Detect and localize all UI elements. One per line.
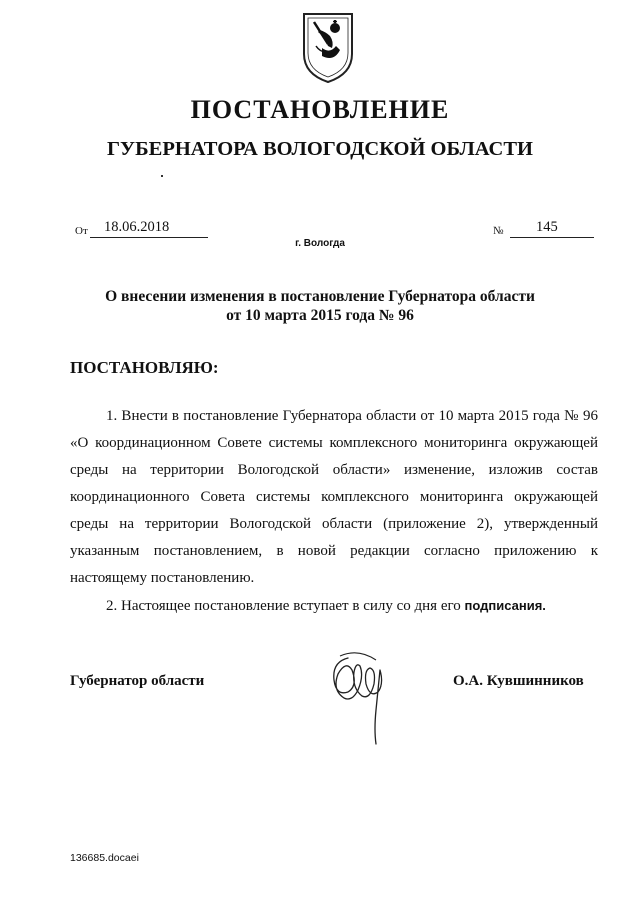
- signer-position: Губернатор области: [70, 673, 205, 689]
- document-body: [70, 403, 598, 620]
- paragraph-2-tail: подписания.: [464, 598, 546, 613]
- scan-speck: [161, 175, 163, 177]
- paragraph-1: 1. Внести в постановление Губернатора области от 10 марта 2015 года № 96 «О координационном Совете системы комплексного мониторинга окружающей среды на территории Вологодской области» изменение, изложив состав координационного Совета системы комплексного мониторинга окружающей среды на территории Вологодской области (приложение 2), утвержденный указанным постановлением, в новой редакции согласно приложению к настоящему постановлению.: [70, 408, 598, 586]
- paragraph-2-text: 2. Настоящее постановление вступает в силу со дня его: [106, 598, 465, 614]
- signer-name: О.А. Кувшинников: [453, 673, 584, 689]
- decree-word: ПОСТАНОВЛЯЮ:: [70, 358, 219, 377]
- document-number: 145: [510, 219, 594, 238]
- date-prefix: От: [75, 225, 88, 237]
- document-city: г. Вологда: [295, 238, 345, 249]
- number-prefix: №: [493, 225, 504, 237]
- heading-line-2: от 10 марта 2015 года № 96: [226, 307, 414, 324]
- handwritten-signature: [318, 640, 398, 750]
- heading-line-1: О внесении изменения в постановление Губернатора области: [105, 288, 535, 305]
- document-subtitle: ГУБЕРНАТОРА ВОЛОГОДСКОЙ ОБЛАСТИ: [107, 138, 533, 160]
- paragraph-2: [70, 592, 598, 620]
- document-date: 18.06.2018: [90, 219, 208, 238]
- coat-of-arms-icon: [298, 6, 358, 86]
- document-title: ПОСТАНОВЛЕНИЕ: [190, 95, 450, 124]
- document-heading: [0, 287, 640, 325]
- document-file-id: 136685.docaei: [70, 852, 139, 864]
